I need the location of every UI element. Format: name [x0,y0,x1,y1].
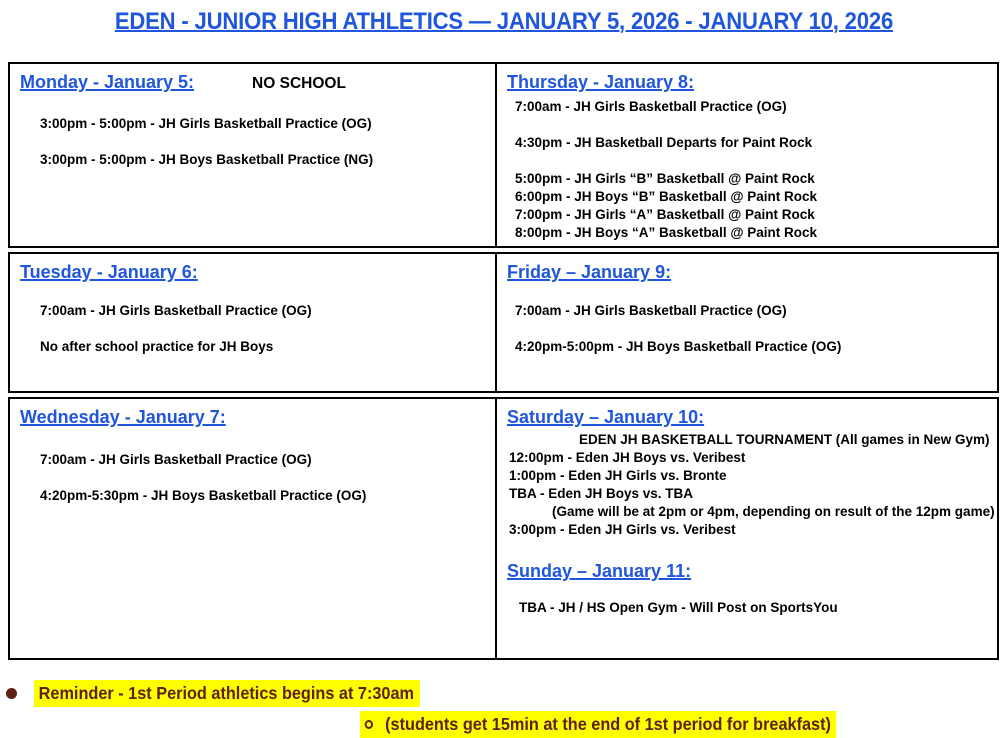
reminder-text: Reminder - 1st Period athletics begins at 7:30am [38,682,415,703]
page-title: EDEN - JUNIOR HIGH ATHLETICS — JANUARY 5, 2026 - JANUARY 10, 2026 [114,8,893,35]
footer-reminders [0,680,1007,738]
cell-wednesday [8,397,497,660]
sunday-header-row [507,561,987,582]
cell-thursday [497,62,999,248]
tournament-title: EDEN JH BASKETBALL TOURNAMENT (All games in New Gym) [579,432,990,447]
cell-friday [497,252,999,393]
day-header-wednesday: Wednesday - January 7: [20,407,226,427]
saturday-header-row [507,407,987,428]
game-time-note: (Game will be at 2pm or 4pm, depending on result of the 12pm game) [552,504,995,519]
no-school-note: NO SCHOOL [252,75,346,92]
hollow-bullet-icon [365,720,373,729]
schedule-row-3 [8,397,999,660]
event-line: 7:00am - JH Girls Basketball Practice (OG) [40,303,312,318]
event-line: 8:00pm - JH Boys “A” Basketball @ Paint Rock [515,225,818,240]
day-header-friday: Friday – January 9: [507,262,672,282]
sub-reminder-line [0,711,1007,738]
event-line: 6:00pm - JH Boys “B” Basketball @ Paint Rock [515,189,818,204]
day-header-saturday: Saturday – January 10: [507,407,705,427]
cell-saturday-sunday [497,397,999,660]
event-line: 7:00am - JH Girls Basketball Practice (OG) [515,303,787,318]
monday-header-row [20,72,485,93]
bullet-icon [6,688,17,699]
page-title-row [0,8,1007,36]
thursday-header-row [507,72,987,93]
day-header-sunday: Sunday – January 11: [507,561,692,581]
schedule-table [8,62,999,664]
schedule-row-2 [8,252,999,393]
event-line: 3:00pm - 5:00pm - JH Girls Basketball Practice (OG) [40,116,372,131]
friday-header-row [507,262,987,283]
cell-tuesday [8,252,497,393]
event-line: 4:20pm-5:00pm - JH Boys Basketball Practice (OG) [515,339,842,354]
schedule-row-1 [8,62,999,248]
event-line: 5:00pm - JH Girls “B” Basketball @ Paint Rock [515,171,815,186]
event-line: TBA - JH / HS Open Gym - Will Post on SportsYou [519,600,838,615]
event-line: 4:20pm-5:30pm - JH Boys Basketball Practice (OG) [40,488,367,503]
cell-monday [8,62,497,248]
reminder-highlight [34,680,420,707]
day-header-monday: Monday - January 5: [20,72,195,92]
reminder-line [0,680,1007,707]
event-line: 7:00am - JH Girls Basketball Practice (OG) [40,452,312,467]
event-line: 7:00pm - JH Girls “A” Basketball @ Paint Rock [515,207,815,222]
event-line: 4:30pm - JH Basketball Departs for Paint Rock [515,135,813,150]
event-line: 3:00pm - Eden JH Girls vs. Veribest [509,522,736,537]
event-line: 1:00pm - Eden JH Girls vs. Bronte [509,468,727,483]
tuesday-header-row [20,262,485,283]
event-line: TBA - Eden JH Boys vs. TBA [509,486,694,501]
day-header-tuesday: Tuesday - January 6: [20,262,198,282]
event-line: 3:00pm - 5:00pm - JH Boys Basketball Practice (NG) [40,152,374,167]
event-line: 7:00am - JH Girls Basketball Practice (OG) [515,99,787,114]
sub-reminder-highlight [360,711,837,738]
wednesday-header-row [20,407,485,428]
day-header-thursday: Thursday - January 8: [507,72,695,92]
event-line: 12:00pm - Eden JH Boys vs. Veribest [509,450,746,465]
event-line: No after school practice for JH Boys [40,339,274,354]
sub-reminder-text: (students get 15min at the end of 1st period for breakfast) [385,713,831,734]
